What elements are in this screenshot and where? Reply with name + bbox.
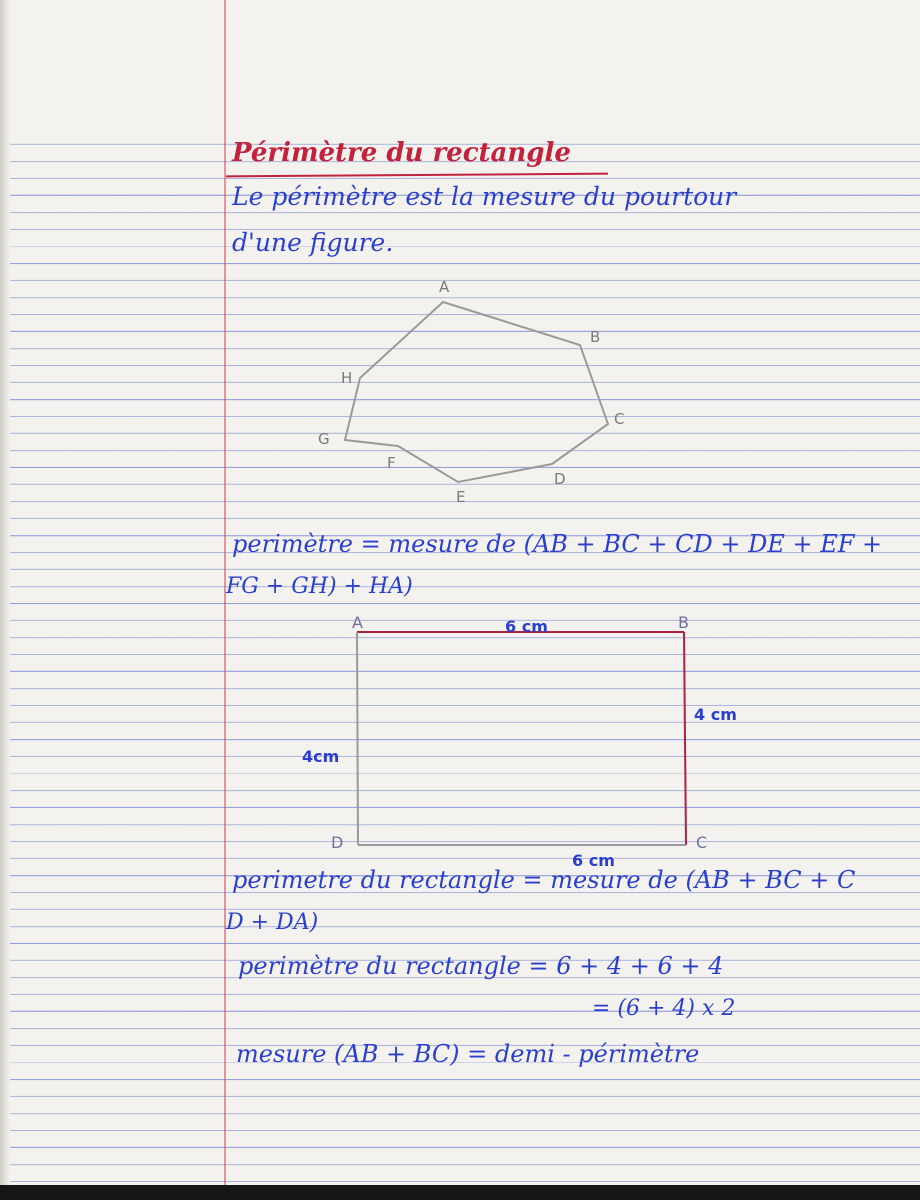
half-perimeter-line: mesure (AB + BC) = demi - périmètre xyxy=(236,1040,700,1068)
polygon-formula-line-1: perimètre = mesure de (AB + BC + CD + DE + EF + xyxy=(232,530,883,558)
octagon-label-d: D xyxy=(554,470,566,488)
rect-label-a: A xyxy=(352,613,363,632)
rect-top-dimension: 6 cm xyxy=(505,617,548,636)
rect-calc-line-2: = (6 + 4) x 2 xyxy=(592,996,736,1021)
octagon-label-h: H xyxy=(341,369,353,387)
rect-formula-line-1: perimetre du rectangle = mesure de (AB + BC + C xyxy=(232,866,856,894)
rect-bottom-dimension: 6 cm xyxy=(572,851,615,870)
rect-left-dimension: 4cm xyxy=(302,747,340,766)
definition-line-1: Le périmètre est la mesure du pourtour xyxy=(232,182,737,211)
octagon-label-e: E xyxy=(456,488,466,506)
octagon-label-g: G xyxy=(318,430,330,448)
octagon-shape xyxy=(345,302,608,482)
page-title: Périmètre du rectangle xyxy=(232,138,571,168)
rect-side-bc xyxy=(684,632,686,845)
rect-label-b: B xyxy=(678,613,689,632)
rect-calc-line-1: perimètre du rectangle = 6 + 4 + 6 + 4 xyxy=(238,952,724,980)
octagon-label-b: B xyxy=(590,328,601,346)
octagon-label-a: A xyxy=(439,278,450,296)
octagon-label-c: C xyxy=(614,410,625,428)
polygon-formula-line-2: FG + GH) + HA) xyxy=(226,574,413,599)
rect-formula-line-2: D + DA) xyxy=(226,910,319,935)
octagon-label-f: F xyxy=(387,454,396,472)
rect-label-d: D xyxy=(331,833,344,852)
rect-label-c: C xyxy=(696,833,708,852)
definition-line-2: d'une figure. xyxy=(232,228,394,257)
rect-side-da xyxy=(357,632,358,845)
rect-right-dimension: 4 cm xyxy=(694,705,737,724)
scan-bottom-border xyxy=(0,1185,920,1200)
